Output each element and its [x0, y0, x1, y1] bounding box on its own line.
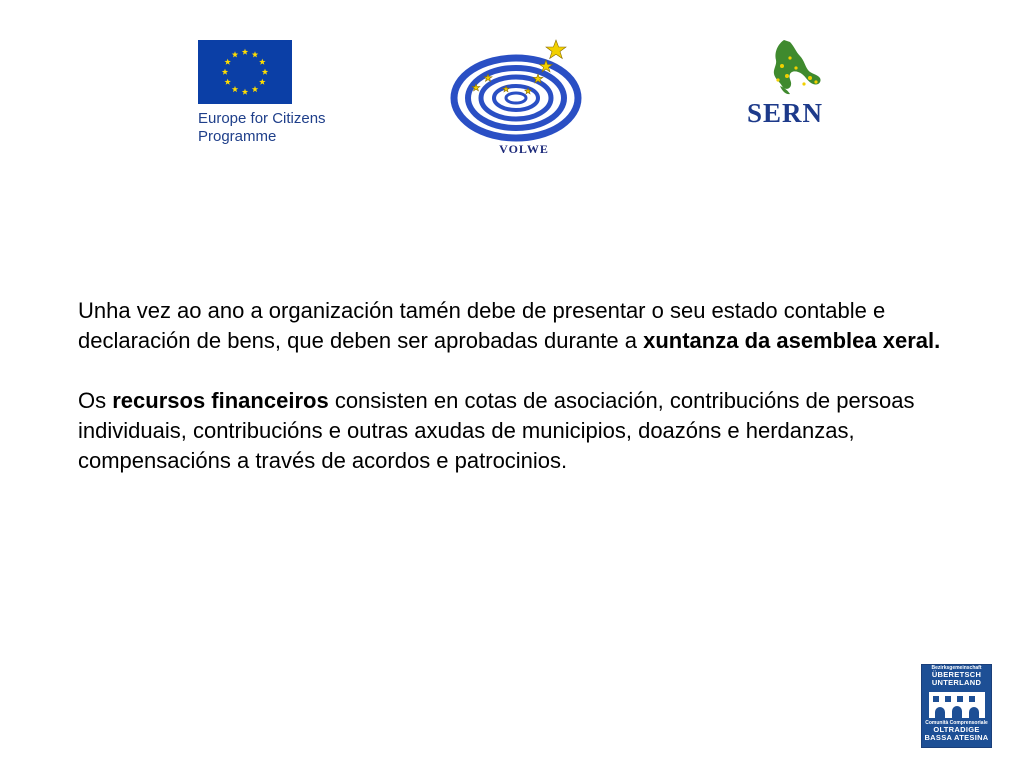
- eu-star-icon: [252, 86, 258, 92]
- paragraph-assembly-text: Unha vez ao ano a organización tamén debe de presentar o seu estado contable e declaración de bens, que deben ser aprobadas durante a: [78, 298, 886, 353]
- bezirk-line1: Bezirksgemeinschaft: [931, 665, 982, 671]
- castle-icon: [927, 688, 987, 720]
- eu-star-icon: [242, 89, 248, 95]
- main-content: [78, 296, 978, 476]
- eu-star-icon: [242, 49, 248, 55]
- sern-wordmark: SERN: [747, 98, 824, 128]
- paragraph-resources: [78, 386, 978, 476]
- paragraph-assembly: [78, 296, 978, 356]
- eu-star-icon: [252, 51, 258, 57]
- eu-logo-line1: Europe for Citizens: [198, 110, 326, 127]
- paragraph-resources-bold: recursos financeiros: [112, 388, 329, 413]
- eu-star-icon: [259, 79, 265, 85]
- paragraph-resources-text: consisten en cotas de asociación, contribucións de persoas individuais, contribucións e outras axudas de municipios, doazóns e herdanzas, compensacións a través de acordos e patrocinios.: [78, 388, 915, 473]
- volwe-spiral-icon: [448, 38, 593, 143]
- paragraph-resources-prefix: Os: [78, 388, 107, 413]
- eu-logo-line2: Programme: [198, 128, 277, 145]
- bezirk-line5: OLTRADIGE: [933, 725, 980, 734]
- volwe-logo: [448, 38, 593, 163]
- bezirk-line2: ÜBERETSCH: [931, 670, 982, 679]
- europe-for-citizens-logo: [198, 40, 348, 150]
- sern-map-icon: [760, 38, 830, 98]
- eu-logo-caption: [198, 110, 358, 146]
- eu-flag-icon: [198, 40, 292, 104]
- bezirk-line6: BASSA ATESINA: [924, 732, 989, 742]
- eu-star-icon: [232, 86, 238, 92]
- eu-star-icon: [222, 69, 228, 75]
- eu-star-icon: [224, 59, 230, 65]
- bezirksgemeinschaft-logo: [921, 664, 992, 748]
- eu-star-icon: [232, 51, 238, 57]
- eu-star-icon: [262, 69, 268, 75]
- eu-star-icon: [224, 79, 230, 85]
- paragraph-assembly-bold: xuntanza da asemblea xeral.: [643, 328, 941, 353]
- eu-star-icon: [259, 59, 265, 65]
- volwe-wordmark: VOLWE: [499, 142, 549, 156]
- bezirk-line3: UNTERLAND: [931, 677, 982, 687]
- sern-logo: [740, 38, 850, 133]
- bezirk-line4: Comunità Comprensoriale: [925, 720, 988, 726]
